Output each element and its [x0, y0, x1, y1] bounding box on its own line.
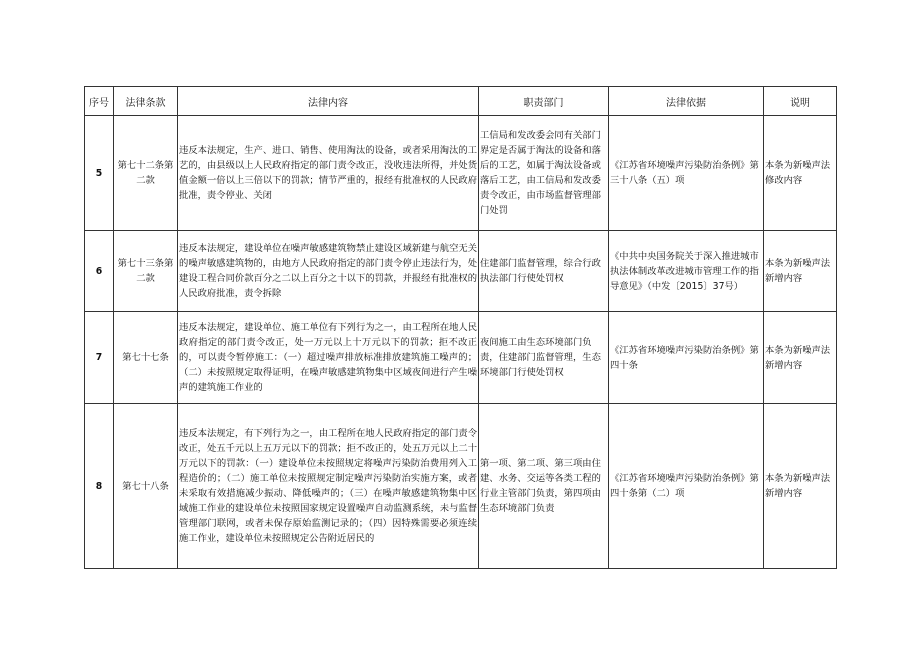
row-note: 本条为新噪声法新增内容: [764, 312, 837, 404]
row-clause: 第七十二条第二款: [114, 116, 178, 231]
row-note: 本条为新噪声法新增内容: [764, 231, 837, 312]
table-row: [85, 312, 837, 404]
row-note: 本条为新噪声法修改内容: [764, 116, 837, 231]
table-row: [85, 404, 837, 569]
row-content: 违反本法规定，生产、进口、销售、使用淘汰的设备，或者采用淘汰的工艺的，由县级以上人民政府指定的部门责令改正，没收违法所得，并处货值金额一倍以上三倍以下的罚款；情节严重的，报经有批准权的人民政府批准，责令停业、关闭: [178, 116, 479, 231]
row-dept: 夜间施工由生态环境部门负责，住建部门监督管理，生态环境部门行使处罚权: [479, 312, 609, 404]
header-basis: 法律依据: [609, 87, 764, 116]
row-clause: 第七十七条: [114, 312, 178, 404]
row-dept: 第一项、第二项、第三项由住建、水务、交运等各类工程的行业主管部门负责，第四项由生态环境部门负责: [479, 404, 609, 569]
row-dept: 工信局和发改委会同有关部门界定是否属于淘汰的设备和落后的工艺，如属于淘汰设备或落后工艺，由工信局和发改委责令改正，由市场监督管理部门处罚: [479, 116, 609, 231]
row-number: 8: [85, 404, 114, 569]
header-note: 说明: [764, 87, 837, 116]
header-clause: 法律条款: [114, 87, 178, 116]
header-row: [85, 87, 837, 116]
row-number: 7: [85, 312, 114, 404]
header-content: 法律内容: [178, 87, 479, 116]
header-dept: 职责部门: [479, 87, 609, 116]
row-basis: 《江苏省环境噪声污染防治条例》第四十条: [609, 312, 764, 404]
row-note: 本条为新噪声法新增内容: [764, 404, 837, 569]
row-number: 6: [85, 231, 114, 312]
row-dept: 住建部门监督管理，综合行政执法部门行使处罚权: [479, 231, 609, 312]
row-content: 违反本法规定，有下列行为之一，由工程所在地人民政府指定的部门责令改正，处五千元以上五万元以下的罚款；拒不改正的，处五万元以上二十万元以下的罚款：（一）建设单位未按照规定将噪声污染防治费用列入工程造价的；（二）施工单位未按照规定制定噪声污染防治实施方案，或者未采取有效措施减少振动、降低噪声的；（三）在噪声敏感建筑物集中区域施工作业的建设单位未按照国家规定设置噪声自动监测系统，未与监督管理部门联网，或者未保存原始监测记录的；（四）因特殊需要必须连续施工作业，建设单位未按照规定公告附近居民的: [178, 404, 479, 569]
row-content: 违反本法规定，建设单位在噪声敏感建筑物禁止建设区域新建与航空无关的噪声敏感建筑物的，由地方人民政府指定的部门责令停止违法行为，处建设工程合同价款百分之二以上百分之十以下的罚款，并报经有批准权的人民政府批准，责令拆除: [178, 231, 479, 312]
law-table: [84, 86, 837, 569]
row-clause: 第七十三条第二款: [114, 231, 178, 312]
header-num: 序号: [85, 87, 114, 116]
table-row: [85, 231, 837, 312]
row-basis: 《中共中央国务院关于深入推进城市执法体制改革改进城市管理工作的指导意见》（中发〔2015〕37号）: [609, 231, 764, 312]
row-basis: 《江苏省环境噪声污染防治条例》第三十八条（五）项: [609, 116, 764, 231]
row-clause: 第七十八条: [114, 404, 178, 569]
row-content: 违反本法规定，建设单位、施工单位有下列行为之一，由工程所在地人民政府指定的部门责令改正，处一万元以上十万元以下的罚款；拒不改正的，可以责令暂停施工：（一）超过噪声排放标准排放建筑施工噪声的；（二）未按照规定取得证明，在噪声敏感建筑物集中区域夜间进行产生噪声的建筑施工作业的: [178, 312, 479, 404]
row-basis: 《江苏省环境噪声污染防治条例》第四十条第（二）项: [609, 404, 764, 569]
row-number: 5: [85, 116, 114, 231]
table-row: [85, 116, 837, 231]
